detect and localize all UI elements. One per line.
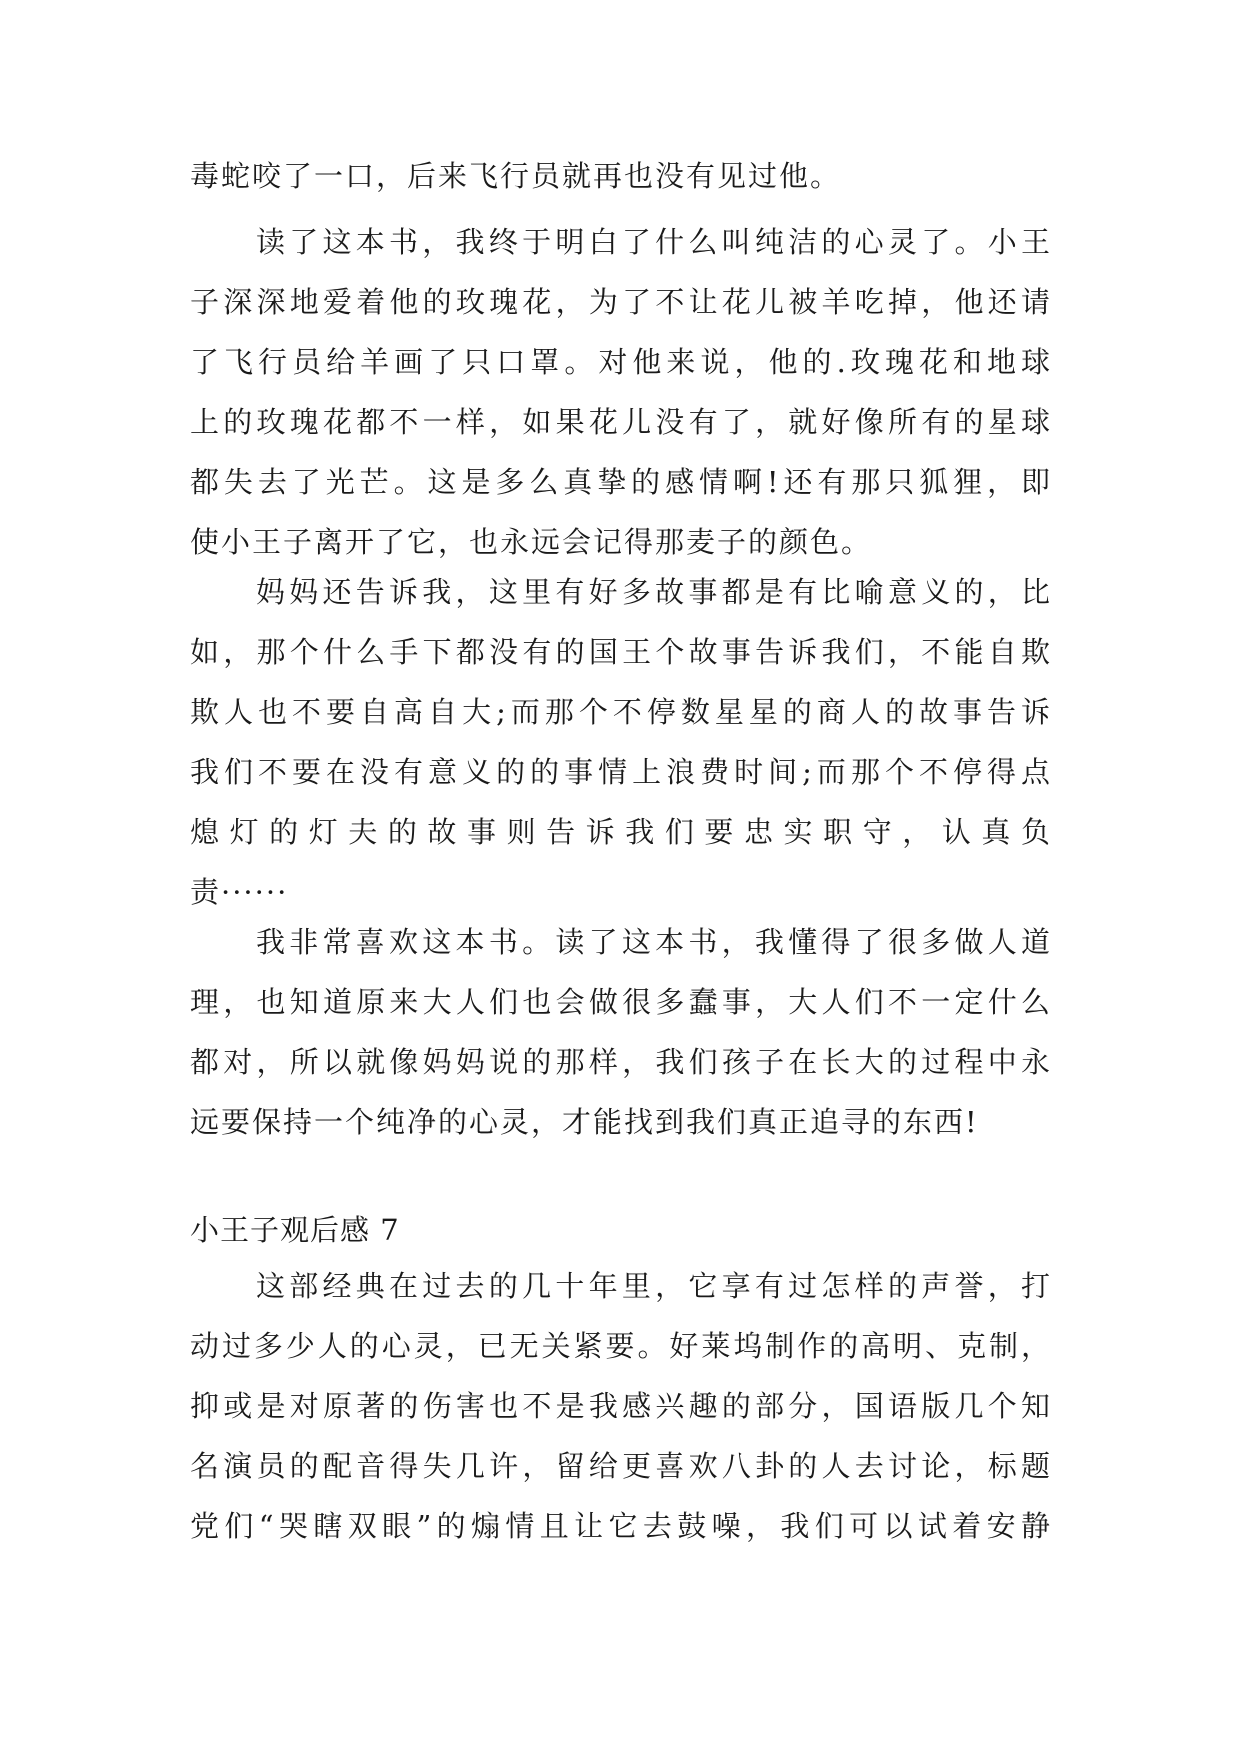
text-line: 熄灯的灯夫的故事则告诉我们要忠实职守，认真负 (190, 815, 1052, 849)
text-line: 我们不要在没有意义的的事情上浪费时间;而那个不停得点 (190, 755, 1052, 789)
text-line: 远要保持一个纯净的心灵，才能找到我们真正追寻的东西! (190, 1105, 979, 1139)
text-line: 都对，所以就像妈妈说的那样，我们孩子在长大的过程中永 (190, 1045, 1052, 1079)
text-line: 名演员的配音得失几许，留给更喜欢八卦的人去讨论，标题 (190, 1449, 1052, 1483)
paragraph-4 (190, 912, 1052, 1152)
text-line: 抑或是对原著的伤害也不是我感兴趣的部分，国语版几个知 (190, 1389, 1052, 1423)
text-line: 党们“哭瞎双眼”的煽情且让它去鼓噪，我们可以试着安静 (190, 1509, 1052, 1543)
text-line: 使小王子离开了它，也永远会记得那麦子的颜色。 (190, 525, 873, 559)
text-line: 理，也知道原来大人们也会做很多蠢事，大人们不一定什么 (190, 985, 1052, 1019)
paragraph-1 (190, 146, 1052, 206)
text-line: 我非常喜欢这本书。读了这本书，我懂得了很多做人道 (256, 925, 1052, 959)
text-line: 子深深地爱着他的玫瑰花，为了不让花儿被羊吃掉，他还请 (190, 285, 1052, 319)
text-line: 妈妈还告诉我，这里有好多故事都是有比喻意义的，比 (256, 575, 1052, 609)
paragraph-5 (190, 1256, 1052, 1556)
paragraph-3 (190, 562, 1052, 922)
text-line: 上的玫瑰花都不一样，如果花儿没有了，就好像所有的星球 (190, 405, 1052, 439)
text-line: 毒蛇咬了一口，后来飞行员就再也没有见过他。 (190, 159, 842, 193)
text-line: 如，那个什么手下都没有的国王个故事告诉我们，不能自欺 (190, 635, 1052, 669)
text-line: 欺人也不要自高自大;而那个不停数星星的商人的故事告诉 (190, 695, 1052, 729)
text-line: 读了这本书，我终于明白了什么叫纯洁的心灵了。小王 (256, 225, 1052, 259)
paragraph-2 (190, 212, 1052, 572)
section-heading: 小王子观后感 7 (190, 1213, 400, 1247)
text-line: 动过多少人的心灵，已无关紧要。好莱坞制作的高明、克制， (190, 1329, 1052, 1363)
text-line: 这部经典在过去的几十年里，它享有过怎样的声誉，打 (256, 1269, 1052, 1303)
text-line: 责······ (190, 875, 289, 909)
text-line: 了飞行员给羊画了只口罩。对他来说，他的.玫瑰花和地球 (190, 345, 1052, 379)
text-line: 都失去了光芒。这是多么真挚的感情啊!还有那只狐狸，即 (190, 465, 1052, 499)
